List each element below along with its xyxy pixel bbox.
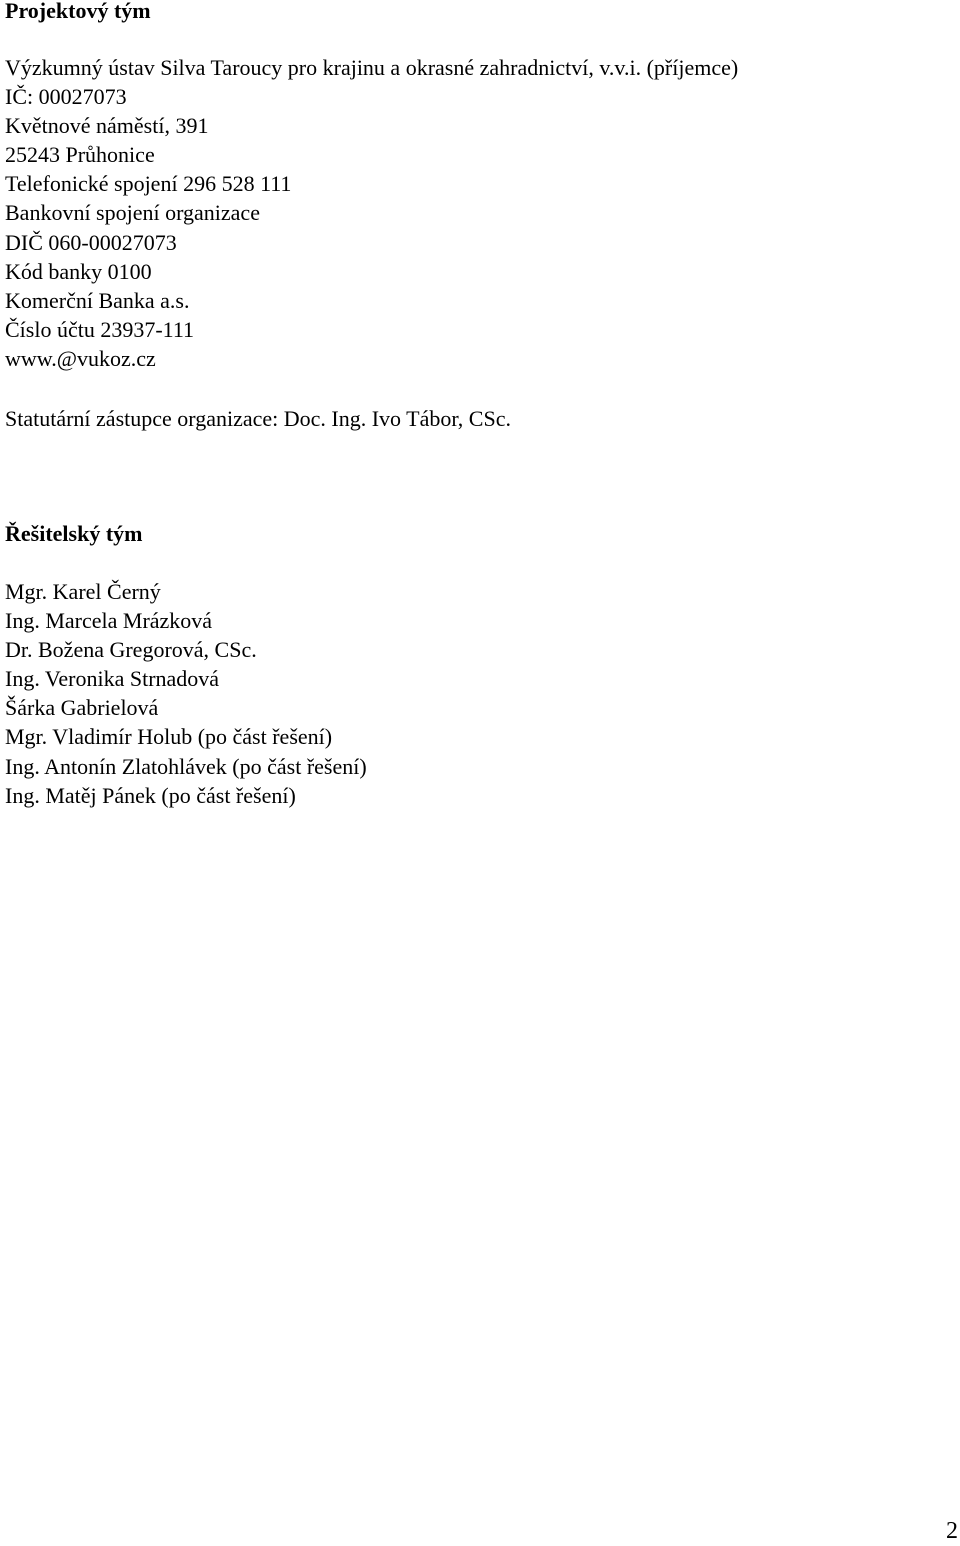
page-number: 2 [946,1518,958,1544]
organization-account-number: Číslo účtu 23937-111 [5,316,195,342]
organization-bank-label: Bankovní spojení organizace [5,200,260,226]
research-team-heading: Řešitelský tým [5,521,143,546]
organization-website: www.@vukoz.cz [5,345,156,371]
team-member: Ing. Matěj Pánek (po část řešení) [5,782,296,808]
organization-city: 25243 Průhonice [5,142,155,168]
team-member: Mgr. Vladimír Holub (po část řešení) [5,724,333,750]
organization-name: Výzkumný ústav Silva Taroucy pro krajinu a okrasné zahradnictví, v.v.i. (příjemce) [5,55,739,80]
project-team-heading: Projektový tým [5,0,151,23]
organization-info [5,53,738,373]
research-team-list [5,577,367,810]
organization-bank-name: Komerční Banka a.s. [5,287,190,313]
organization-ico: IČ: 00027073 [5,84,127,110]
statutory-representative: Statutární zástupce organizace: Doc. Ing. Ivo Tábor, CSc. [5,406,511,431]
team-member: Ing. Antonín Zlatohlávek (po část řešení) [5,753,367,779]
organization-phone: Telefonické spojení 296 528 111 [5,171,292,197]
team-member: Ing. Veronika Strnadová [5,666,220,692]
organization-street: Květnové náměstí, 391 [5,113,209,139]
team-member: Ing. Marcela Mrázková [5,608,213,634]
team-member: Šárka Gabrielová [5,695,159,721]
organization-bank-code: Kód banky 0100 [5,258,152,284]
team-member: Mgr. Karel Černý [5,579,161,604]
team-member: Dr. Božena Gregorová, CSc. [5,637,257,663]
organization-dic: DIČ 060-00027073 [5,229,177,255]
